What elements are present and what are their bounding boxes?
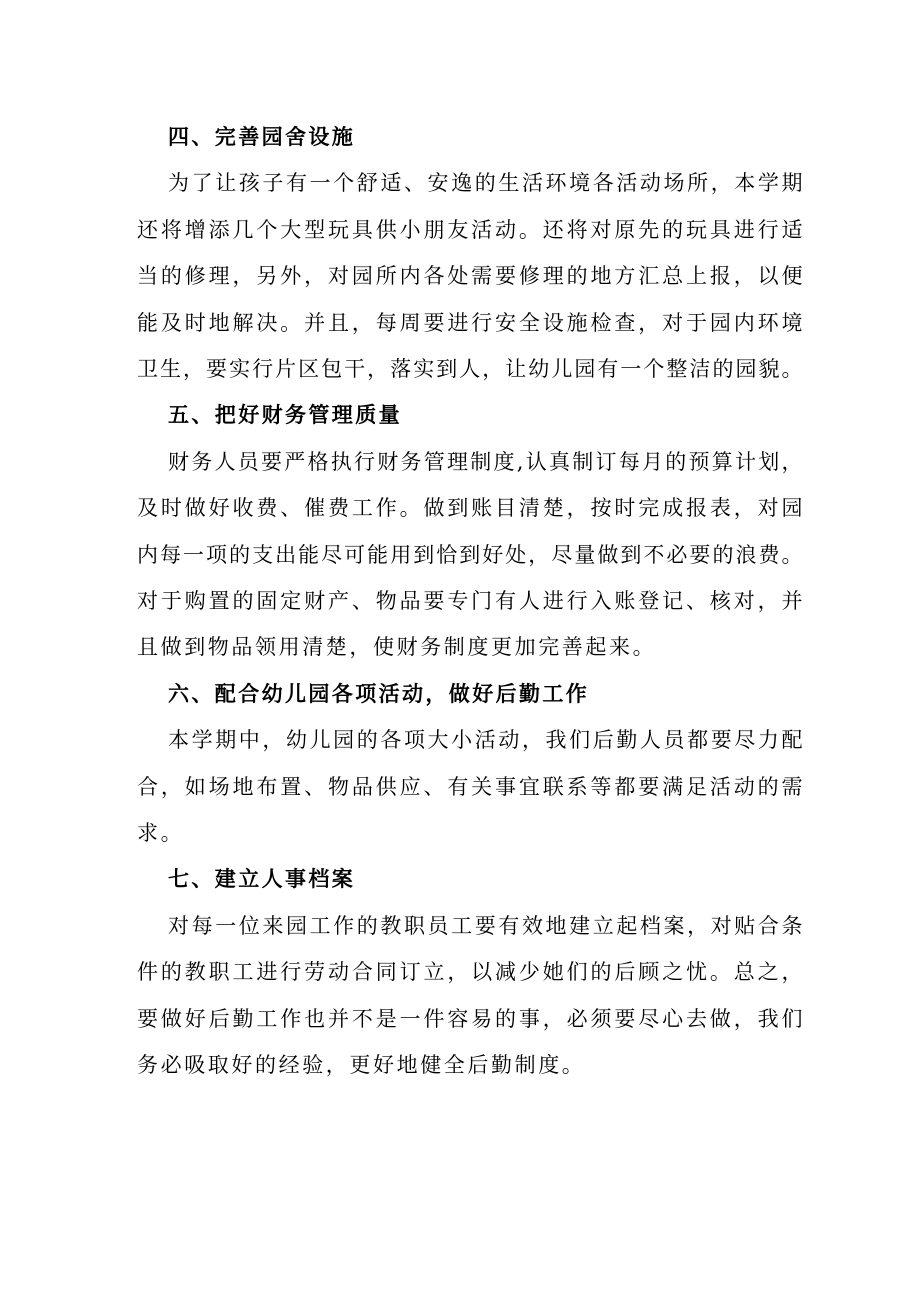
paragraph-first-line: 为了让孩子有一个舒适、安逸的生活环境各活动场所，本学期	[168, 171, 803, 196]
paragraph-line: 求。	[137, 821, 185, 845]
paragraph-line: 合，如场地布置、物品供应、有关事宜联系等都要满足活动的需	[137, 774, 803, 799]
paragraph-line: 内每一项的支出能尽可能用到恰到好处，尽量做到不必要的浪费。	[137, 542, 803, 567]
paragraph-first-line: 对每一位来园工作的教职员工要有效地建立起档案，对贴合条	[168, 913, 803, 938]
paragraph-first-line: 本学期中，幼儿园的各项大小活动，我们后勤人员都要尽力配	[168, 728, 803, 753]
paragraph-line: 当的修理，另外，对园所内各处需要修理的地方汇总上报，以便	[137, 264, 803, 289]
paragraph-line: 及时做好收费、催费工作。做到账目清楚，按时完成报表，对园	[137, 496, 803, 521]
paragraph-line: 件的教职工进行劳动合同订立，以减少她们的后顾之忧。总之，	[137, 960, 803, 985]
paragraph-first-line: 财务人员要严格执行财务管理制度,认真制订每月的预算计划，	[168, 449, 803, 474]
section-heading: 六、配合幼儿园各项活动，做好后勤工作	[168, 680, 590, 706]
paragraph-line: 还将增添几个大型玩具供小朋友活动。还将对原先的玩具进行适	[137, 217, 803, 242]
paragraph-line: 要做好后勤工作也并不是一件容易的事，必须要尽心去做，我们	[137, 1006, 803, 1031]
section-heading: 四、完善园舍设施	[168, 124, 356, 149]
paragraph-line: 务必吸取好的经验，更好地健全后勤制度。	[137, 1053, 586, 1077]
section-heading: 五、把好财务管理质量	[168, 402, 402, 428]
paragraph-line: 且做到物品领用清楚，使财务制度更加完善起来。	[137, 635, 657, 660]
section-heading: 七、建立人事档案	[168, 866, 356, 892]
paragraph-line: 对于购置的固定财产、物品要专门有人进行入账登记、核对，并	[137, 589, 803, 613]
paragraph-line: 能及时地解决。并且，每周要进行安全设施检查，对于园内环境	[137, 310, 803, 335]
paragraph-line: 卫生，要实行片区包干，落实到人，让幼儿园有一个整洁的园貌。	[137, 357, 803, 381]
